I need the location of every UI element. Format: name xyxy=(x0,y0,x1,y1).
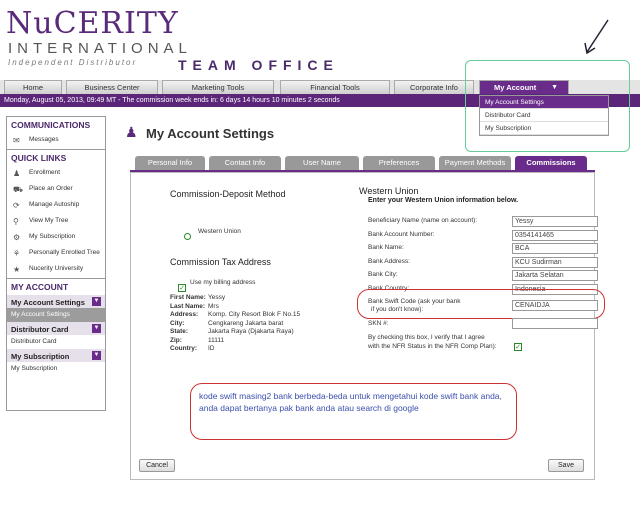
nav-tab-my-account-label: My Account xyxy=(494,83,537,92)
address-key: Zip: xyxy=(170,336,182,344)
wu-field-input[interactable]: Indonesia xyxy=(512,284,598,295)
communications-heading: COMMUNICATIONS xyxy=(11,120,91,130)
sidebar-section-my-subscription[interactable] xyxy=(7,349,105,362)
wu-field-input[interactable]: 0354141465 xyxy=(512,230,598,241)
cart-icon: ⛟ xyxy=(13,185,24,194)
address-key: City: xyxy=(170,319,185,327)
tab-payment-methods[interactable]: Payment Methods xyxy=(439,156,511,170)
my-account-heading: MY ACCOUNT xyxy=(11,282,69,292)
sidebar-item-place-order[interactable] xyxy=(7,182,105,198)
checkmark-icon: ✓ xyxy=(515,344,521,351)
chevron-down-icon: ▼ xyxy=(93,325,100,331)
wu-field-label: Bank Name: xyxy=(368,244,404,251)
user-icon: ♟ xyxy=(125,124,138,140)
quick-links-heading: QUICK LINKS xyxy=(11,153,67,163)
status-bar: Monday, August 05, 2013, 09:49 MT - The commission week ends in: 6 days 14 hours 10 minutes 2 seconds xyxy=(0,94,640,107)
chevron-down-icon: ▼ xyxy=(93,352,100,358)
person-icon: ♟ xyxy=(13,169,21,178)
wu-field-input[interactable]: KCU Sudirman xyxy=(512,257,598,268)
sidebar-item-manage-autoship[interactable] xyxy=(7,198,105,214)
dropdown-item-my-subscription[interactable]: My Subscription xyxy=(480,122,608,135)
sidebar-item-my-subscription[interactable] xyxy=(7,230,105,246)
address-key: Last Name: xyxy=(170,302,206,310)
wu-field-input[interactable]: Jakarta Selatan xyxy=(512,270,598,281)
save-button[interactable]: Save xyxy=(548,459,584,472)
nav-tab-business-center[interactable]: Business Center xyxy=(66,80,158,94)
swift-code-input[interactable]: CENAIDJA xyxy=(512,300,598,311)
skn-input[interactable] xyxy=(512,318,598,329)
agree-checkbox[interactable] xyxy=(514,336,522,354)
sidebar-item-label: Personally Enrolled Tree xyxy=(29,249,100,256)
western-union-label: Western Union xyxy=(198,228,241,235)
tab-user-name[interactable]: User Name xyxy=(285,156,359,170)
envelope-icon: ✉ xyxy=(13,136,20,145)
western-union-radio[interactable] xyxy=(184,227,191,245)
address-value: Komp. City Resort Blok F No.15 xyxy=(208,311,301,318)
sidebar-item-label: Place an Order xyxy=(29,185,73,192)
subscription-icon: ⚙ xyxy=(13,233,21,242)
annotation-arrow-icon xyxy=(582,18,612,58)
tab-personal-info[interactable]: Personal Info xyxy=(135,156,205,170)
western-union-fields xyxy=(368,216,608,296)
university-icon: ★ xyxy=(13,265,21,274)
sidebar-item-label: Enrollment xyxy=(29,169,61,176)
sidebar-item-view-tree[interactable] xyxy=(7,214,105,230)
wu-field-label: Beneficiary Name (name on account): xyxy=(368,217,478,224)
address-key: Address: xyxy=(170,311,199,318)
wu-field-label: Bank Address: xyxy=(368,257,410,265)
address-key: First Name: xyxy=(170,294,206,301)
nav-tab-home[interactable]: Home xyxy=(4,80,62,94)
address-value: Cengkareng Jakarta barat xyxy=(208,319,284,327)
use-billing-checkbox[interactable] xyxy=(178,277,186,295)
sidebar-item-label: Nucerity University xyxy=(29,265,84,272)
western-union-subtitle: Enter your Western Union information below. xyxy=(368,197,519,204)
western-union-heading: Western Union xyxy=(359,186,419,196)
wu-field-input[interactable]: BCA xyxy=(512,243,598,254)
sidebar-subitem-distributor-card[interactable]: Distributor Card xyxy=(7,335,105,349)
sidebar-item-university[interactable] xyxy=(7,262,105,278)
page-title: My Account Settings xyxy=(146,126,275,141)
autoship-icon: ⟳ xyxy=(13,201,20,210)
dropdown-item-my-account-settings[interactable]: My Account Settings xyxy=(480,96,608,109)
annotation-note: kode swift masing2 bank berbeda-beda untuk mengetahui kode swift bank anda, anda dapat bertanya pak bank anda atau search di google xyxy=(190,383,517,440)
chevron-down-icon: ▼ xyxy=(551,84,558,91)
swift-label-1: Bank Swift Code (ask your bank xyxy=(368,298,461,305)
tree-icon: ⚲ xyxy=(13,217,19,226)
address-value: ID xyxy=(208,345,215,352)
logo-tagline: Independent Distributor xyxy=(8,58,138,67)
sidebar-section-account-settings[interactable] xyxy=(7,295,105,308)
section-label: My Account Settings xyxy=(11,298,85,307)
chevron-down-icon: ▼ xyxy=(93,298,100,304)
sidebar-item-enrolled-tree[interactable] xyxy=(7,246,105,262)
team-office-title: TEAM OFFICE xyxy=(178,57,339,73)
wu-field-label: Bank Country: xyxy=(368,284,410,292)
enrolled-tree-icon: ⚘ xyxy=(13,249,21,258)
address-value: Mrs xyxy=(208,302,219,310)
address-key: State: xyxy=(170,328,189,335)
sidebar-item-enrollment[interactable] xyxy=(7,166,105,182)
wu-field-label: Bank Account Number: xyxy=(368,230,435,238)
nav-tab-corporate-info[interactable]: Corporate Info xyxy=(394,80,474,94)
tab-contact-info[interactable]: Contact Info xyxy=(209,156,281,170)
cancel-button[interactable]: Cancel xyxy=(139,459,175,472)
sidebar-item-label: My Subscription xyxy=(29,233,76,240)
wu-field-input[interactable]: Yessy xyxy=(512,216,598,227)
tab-preferences[interactable]: Preferences xyxy=(363,156,435,170)
wu-field-label: Bank City: xyxy=(368,271,398,278)
agree-label-1: By checking this box, I verify that I agree xyxy=(368,334,485,341)
nav-tab-marketing-tools[interactable]: Marketing Tools xyxy=(162,80,274,94)
skn-label: SKN #: xyxy=(368,320,389,327)
my-account-dropdown xyxy=(479,95,609,136)
section-label: Distributor Card xyxy=(11,325,69,334)
left-sidebar xyxy=(6,116,106,411)
sidebar-item-messages[interactable] xyxy=(7,133,105,149)
section-label: My Subscription xyxy=(11,352,70,361)
sidebar-item-label: Messages xyxy=(29,136,59,143)
checkmark-icon: ✓ xyxy=(179,285,185,292)
tab-commissions[interactable]: Commissions xyxy=(515,156,587,170)
sidebar-item-label: Manage Autoship xyxy=(29,201,80,208)
swift-label-2: if you don't know): xyxy=(371,306,424,313)
sidebar-item-label: View My Tree xyxy=(29,217,69,224)
tax-address-heading: Commission Tax Address xyxy=(170,257,271,267)
address-key: Country: xyxy=(170,345,198,352)
logo-international: INTERNATIONAL xyxy=(8,40,192,57)
logo: NuCERITY xyxy=(6,6,179,41)
agree-label-2: with the NFR Status in the NFR Comp Plan): xyxy=(368,343,497,350)
radio-selected-icon xyxy=(184,233,191,240)
deposit-method-heading: Commission-Deposit Method xyxy=(170,189,286,199)
address-value: Yessy xyxy=(208,294,226,301)
address-value: Jakarta Raya (Djakarta Raya) xyxy=(208,328,294,335)
sidebar-subitem-my-subscription[interactable]: My Subscription xyxy=(7,362,105,376)
use-billing-label: Use my billing address xyxy=(190,279,256,286)
sidebar-subitem-account-settings[interactable]: My Account Settings xyxy=(7,308,105,322)
nav-tab-financial-tools[interactable]: Financial Tools xyxy=(280,80,390,94)
address-value: 11111 xyxy=(208,336,225,344)
sidebar-section-distributor-card[interactable] xyxy=(7,322,105,335)
dropdown-item-distributor-card[interactable]: Distributor Card xyxy=(480,109,608,122)
